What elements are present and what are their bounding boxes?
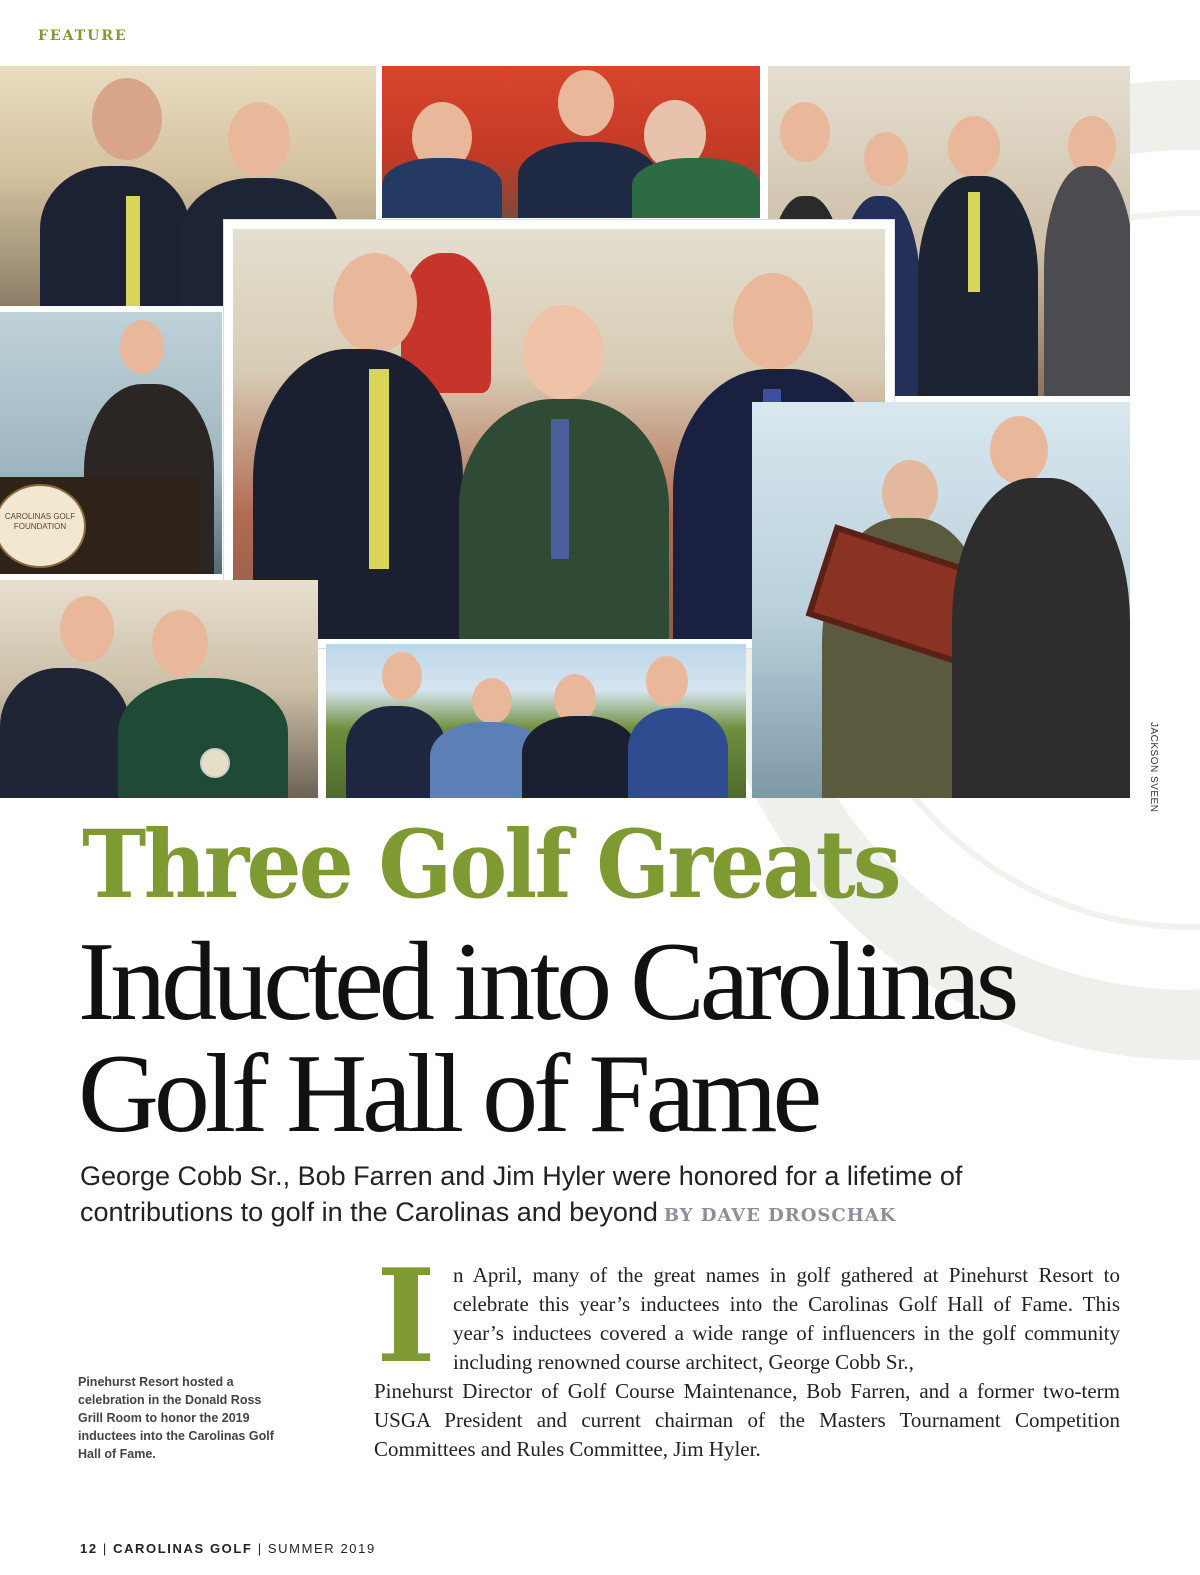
headline-line-2: Inducted into Carolinas Golf Hall of Fame [78, 920, 1015, 1156]
photo-pair-with-cups [0, 580, 318, 798]
photo-umbrella-trio [382, 66, 760, 218]
photo-four-on-course [326, 644, 746, 798]
section-label: FEATURE [38, 28, 128, 44]
headline-line-1: Three Golf Greats [82, 810, 899, 920]
photo-presentation-frame [752, 402, 1130, 798]
body-first-lines: n April, many of the great names in golf gathered at Pinehurst Resort to celebrate this year’s inductees into the Carolinas Golf Hall of Fame. This year’s inductees covered a wide range of influencers in the golf community including renowned course architect, George Cobb Sr., [453, 1263, 1120, 1374]
page-number: 12 [80, 1541, 98, 1556]
deck-text: George Cobb Sr., Bob Farren and Jim Hyler were honored for a lifetime of contributions to golf in the Carolinas and beyond [80, 1161, 963, 1227]
photo-caption: Pinehurst Resort hosted a celebration in the Donald Ross Grill Room to honor the 2019 inductees into the Carolinas Golf Hall of Fame. [78, 1375, 274, 1461]
byline: BY DAVE DROSCHAK [663, 1205, 897, 1226]
article-body [374, 1242, 1120, 1464]
issue-date: SUMMER 2019 [267, 1541, 376, 1556]
magazine-name: CAROLINAS GOLF [113, 1541, 253, 1556]
body-rest: Pinehurst Director of Golf Course Maintenance, Bob Farren, and a former two-term USGA President and current chairman of the Masters Tournament Competition Committees and Rules Committee, Jim Hyler. [374, 1379, 1120, 1461]
photo-podium-speaker [0, 312, 222, 574]
podium-sign: CAROLINAS GOLF FOUNDATION [0, 484, 86, 568]
photo-credit: JACKSON SVEEN [1148, 722, 1159, 813]
page-footer: 12 | CAROLINAS GOLF | SUMMER 2019 [80, 1541, 376, 1556]
deck [80, 1158, 1080, 1234]
drop-cap: I [376, 1242, 436, 1392]
